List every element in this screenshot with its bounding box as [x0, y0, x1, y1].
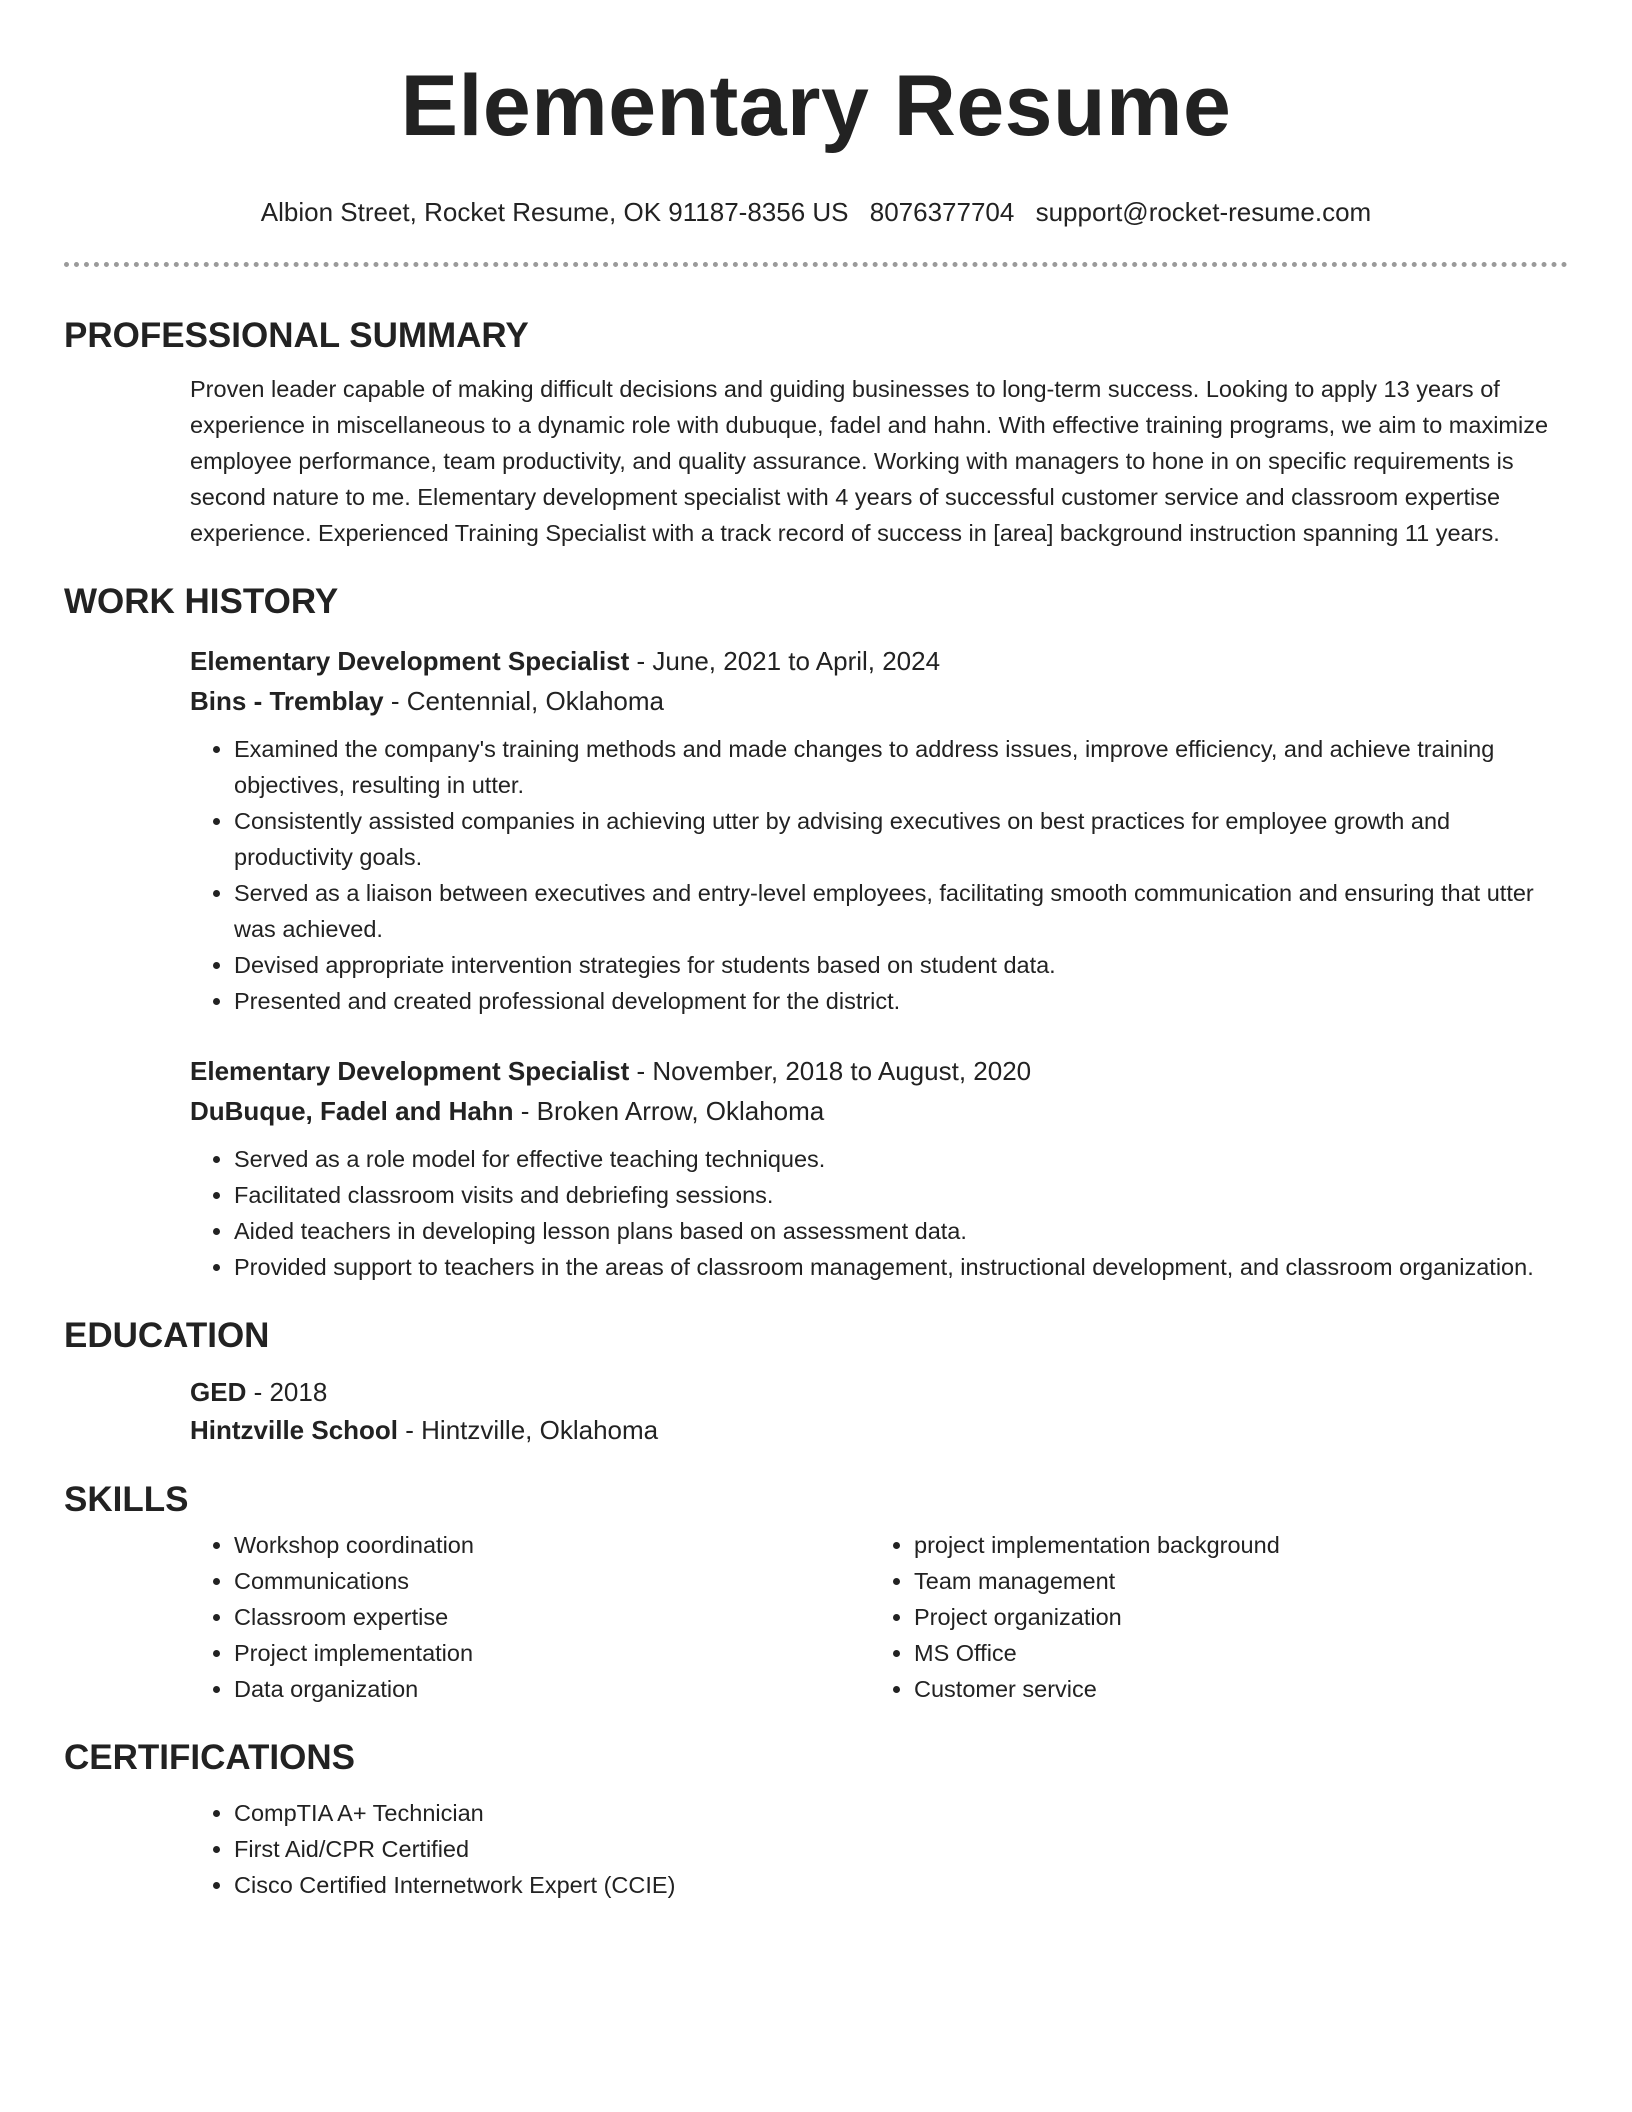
section-title-summary: PROFESSIONAL SUMMARY	[64, 316, 529, 355]
list-item: • Presented and created professional development for the district.	[234, 983, 1568, 1019]
job-location: - Broken Arrow, Oklahoma	[513, 1096, 825, 1126]
job-role-line	[190, 641, 1568, 681]
section-title-skills: SKILLS	[64, 1480, 189, 1519]
job-location: - Centennial, Oklahoma	[383, 686, 664, 716]
section-education	[64, 1315, 1568, 1449]
list-item: • Aided teachers in developing lesson plans based on assessment data.	[234, 1213, 1568, 1249]
job-company: DuBuque, Fadel and Hahn	[190, 1096, 514, 1126]
education-year: - 2018	[246, 1377, 328, 1407]
list-item: • CompTIA A+ Technician	[234, 1795, 1568, 1831]
list-item: • Classroom expertise	[234, 1599, 870, 1635]
education-school: Hintzville School	[190, 1415, 399, 1445]
list-item: • Communications	[234, 1563, 870, 1599]
contact-address: Albion Street, Rocket Resume, OK 91187-8356 US	[260, 197, 849, 227]
education-degree: GED	[190, 1377, 247, 1407]
list-item: • Workshop coordination	[234, 1527, 870, 1563]
list-item: • Examined the company's training methods and made changes to address issues, improve efficiency, and achieve training objectives, resulting in utter.	[234, 731, 1568, 803]
resume-name: Elementary Resume	[400, 58, 1232, 154]
list-item: • Data organization	[234, 1671, 870, 1707]
education-degree-line	[190, 1373, 1568, 1411]
job-dates: - June, 2021 to April, 2024	[629, 646, 941, 676]
contact-phone: 8076377704	[869, 197, 1015, 227]
job-dates: - November, 2018 to August, 2020	[629, 1056, 1032, 1086]
list-item: • Served as a liaison between executives and entry-level employees, facilitating smooth communication and ensuring that utter was achieved.	[234, 875, 1568, 947]
list-item: • Consistently assisted companies in achieving utter by advising executives on best practices for employee growth and productivity goals.	[234, 803, 1568, 875]
education-school-line	[190, 1411, 1568, 1449]
section-skills	[64, 1479, 1568, 1707]
list-item: • project implementation background	[914, 1527, 1550, 1563]
list-item: • Devised appropriate intervention strategies for students based on student data.	[234, 947, 1568, 983]
section-title-certifications: CERTIFICATIONS	[64, 1738, 356, 1777]
contact-line	[64, 196, 1568, 228]
list-item: • Facilitated classroom visits and debriefing sessions.	[234, 1177, 1568, 1213]
list-item: • Customer service	[914, 1671, 1550, 1707]
summary-text: Proven leader capable of making difficult decisions and guiding businesses to long-term success. Looking to apply 13 years of experience in miscellaneous to a dynamic role with dubuque, fadel and hahn. With effective training programs, we aim to maximize employee performance, team productivity, and quality assurance. Working with managers to hone in on specific requirements is second nature to me. Elementary development specialist with 4 years of successful customer service and classroom expertise experience. Experienced Training Specialist with a track record of success in [area] background instruction spanning 11 years.	[190, 376, 1549, 546]
section-title-work-history: WORK HISTORY	[64, 582, 339, 621]
skills-column-right	[870, 1527, 1550, 1707]
list-item: • Team management	[914, 1563, 1550, 1599]
section-title-education: EDUCATION	[64, 1316, 270, 1355]
certifications-list	[190, 1795, 1568, 1903]
job-role: Elementary Development Specialist	[190, 1056, 630, 1086]
section-certifications	[64, 1737, 1568, 1903]
skills-column-left	[190, 1527, 870, 1707]
contact-email: support@rocket-resume.com	[1035, 197, 1372, 227]
skills-columns	[190, 1527, 1568, 1707]
section-summary	[64, 315, 1568, 551]
job-bullets	[190, 1141, 1568, 1285]
job-company-line	[190, 681, 1568, 721]
section-work-history	[64, 581, 1568, 1285]
header-divider	[64, 262, 1568, 267]
list-item: • Provided support to teachers in the areas of classroom management, instructional development, and classroom organization.	[234, 1249, 1568, 1285]
job-entry	[190, 641, 1568, 1019]
list-item: • Project implementation	[234, 1635, 870, 1671]
job-role: Elementary Development Specialist	[190, 646, 630, 676]
job-company-line	[190, 1091, 1568, 1131]
job-company: Bins - Tremblay	[190, 686, 384, 716]
list-item: • Cisco Certified Internetwork Expert (CCIE)	[234, 1867, 1568, 1903]
job-entry	[190, 1051, 1568, 1285]
job-role-line	[190, 1051, 1568, 1091]
list-item: • First Aid/CPR Certified	[234, 1831, 1568, 1867]
education-location: - Hintzville, Oklahoma	[398, 1415, 659, 1445]
list-item: • Project organization	[914, 1599, 1550, 1635]
list-item: • Served as a role model for effective teaching techniques.	[234, 1141, 1568, 1177]
list-item: • MS Office	[914, 1635, 1550, 1671]
job-bullets	[190, 731, 1568, 1019]
